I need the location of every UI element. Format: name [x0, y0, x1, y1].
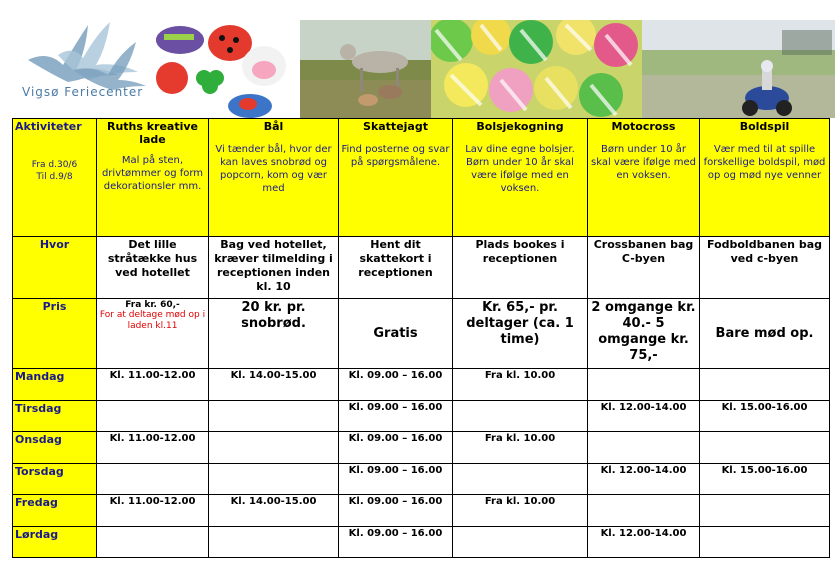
painted-stones-image [152, 18, 292, 118]
hvor-ruth: Det lille stråtække hus ved hotellet [97, 237, 209, 299]
date-to: Til d.9/8 [36, 172, 73, 182]
time-cell: Kl. 11.00-12.00 [97, 369, 209, 401]
time-cell: Kl. 11.00-12.00 [97, 495, 209, 527]
activities-label: Aktiviteter [15, 120, 82, 133]
time-cell [700, 432, 830, 464]
time-cell [97, 463, 209, 495]
day-label: Tirsdag [13, 400, 97, 432]
time-cell [588, 432, 700, 464]
time-cell: Fra kl. 10.00 [453, 432, 588, 464]
activity-header-bold: Boldspil Vær med til at spille forskellige boldspil, mød op og mød nye venner [700, 119, 830, 237]
hvor-label: Hvor [13, 237, 97, 299]
time-cell [209, 432, 339, 464]
time-cell [97, 400, 209, 432]
time-cell: Kl. 09.00 – 16.00 [339, 369, 453, 401]
day-row [13, 526, 830, 558]
atv-child-photo [642, 20, 835, 118]
hvor-baal: Bag ved hotellet, kræver tilmelding i receptionen inden kl. 10 [209, 237, 339, 299]
time-cell [588, 369, 700, 401]
time-cell: Kl. 15.00-16.00 [700, 400, 830, 432]
day-row [13, 463, 830, 495]
striped-candies-photo [431, 20, 642, 118]
pris-skattejagt: Gratis [339, 299, 453, 369]
time-cell: Kl. 09.00 – 16.00 [339, 526, 453, 558]
goats-photo [300, 20, 431, 118]
time-cell [700, 369, 830, 401]
time-cell [700, 495, 830, 527]
day-rows [13, 369, 830, 558]
time-cell [209, 400, 339, 432]
day-row [13, 369, 830, 401]
day-label: Mandag [13, 369, 97, 401]
hvor-bold: Fodboldbanen bag ved c-byen [700, 237, 830, 299]
time-cell: Kl. 14.00-15.00 [209, 495, 339, 527]
pris-label: Pris [13, 299, 97, 369]
time-cell: Kl. 12.00-14.00 [588, 463, 700, 495]
time-cell [209, 463, 339, 495]
time-cell: Kl. 09.00 – 16.00 [339, 495, 453, 527]
pris-bold: Bare mød op. [700, 299, 830, 369]
time-cell: Kl. 09.00 – 16.00 [339, 463, 453, 495]
time-cell: Kl. 12.00-14.00 [588, 526, 700, 558]
day-row [13, 432, 830, 464]
time-cell: Fra kl. 10.00 [453, 495, 588, 527]
time-cell [453, 400, 588, 432]
day-label: Lørdag [13, 526, 97, 558]
pris-moto: 2 omgange kr. 40.- 5 omgange kr. 75,- [588, 299, 700, 369]
time-cell: Kl. 14.00-15.00 [209, 369, 339, 401]
day-label: Onsdag [13, 432, 97, 464]
header [0, 0, 839, 118]
day-label: Fredag [13, 495, 97, 527]
date-from: Fra d.30/6 [31, 160, 78, 170]
time-cell: Kl. 09.00 – 16.00 [339, 400, 453, 432]
time-cell [453, 463, 588, 495]
time-cell [588, 495, 700, 527]
hvor-skattejagt: Hent dit skattekort i receptionen [339, 237, 453, 299]
hvor-moto: Crossbanen bag C-byen [588, 237, 700, 299]
time-cell: Kl. 11.00-12.00 [97, 432, 209, 464]
day-label: Torsdag [13, 463, 97, 495]
hvor-bolsje: Plads bookes i receptionen [453, 237, 588, 299]
time-cell: Kl. 12.00-14.00 [588, 400, 700, 432]
activity-header-skattejagt: Skattejagt Find posterne og svar på spørgsmålene. [339, 119, 453, 237]
day-row [13, 495, 830, 527]
day-row [13, 400, 830, 432]
corner-header-cell [13, 119, 97, 237]
pris-bolsje: Kr. 65,- pr. deltager (ca. 1 time) [453, 299, 588, 369]
activity-header-ruth: Ruths kreative lade Mal på sten, drivtømmer og form dekorationsler mm. [97, 119, 209, 237]
time-cell [700, 526, 830, 558]
time-cell [97, 526, 209, 558]
time-cell: Kl. 09.00 – 16.00 [339, 432, 453, 464]
activity-header-bolsje: Bolsjekogning Lav dine egne bolsjer. Børn under 10 år skal være ifølge med en voksen. [453, 119, 588, 237]
activity-header-moto: Motocross Børn under 10 år skal være ifølge med en voksen. [588, 119, 700, 237]
time-cell: Fra kl. 10.00 [453, 369, 588, 401]
time-cell: Kl. 15.00-16.00 [700, 463, 830, 495]
pris-ruth: Fra kr. 60,- For at deltage mød op i laden kl.11 [97, 299, 209, 369]
activity-schedule-table [12, 118, 830, 558]
time-cell [453, 526, 588, 558]
logo-text: Vigsø Feriecenter [22, 85, 144, 99]
time-cell [209, 526, 339, 558]
activity-header-baal: Bål Vi tænder bål, hvor der kan laves snobrød og popcorn, kom og vær med [209, 119, 339, 237]
pris-baal: 20 kr. pr. snobrød. [209, 299, 339, 369]
